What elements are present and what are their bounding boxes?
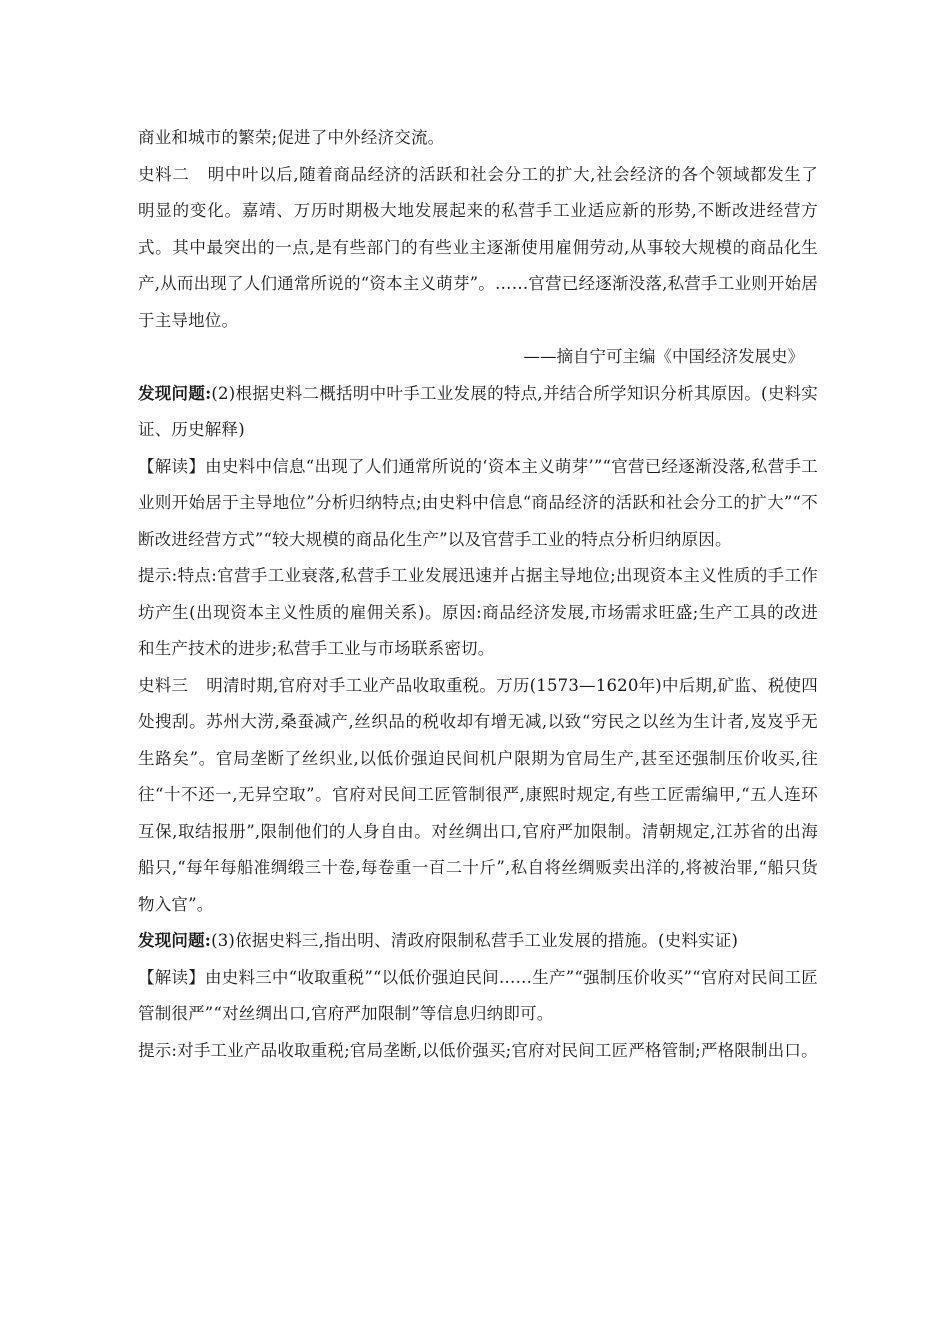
hint-3 <box>138 1033 818 1070</box>
paragraph-text: 商业和城市的繁荣;促进了中外经济交流。 <box>138 128 445 147</box>
paragraph-conclusion <box>138 120 818 157</box>
source-material-2 <box>138 157 818 340</box>
source-label: 史料二 <box>138 164 190 184</box>
hint-text: 提示:对手工业产品收取重税;官局垄断,以低价强买;官府对民间工匠严格管制;严格限制出口。 <box>138 1040 818 1060</box>
reading-2 <box>138 449 818 559</box>
hint-2 <box>138 558 818 668</box>
source-material-3 <box>138 668 818 924</box>
source-attribution <box>138 339 818 376</box>
question-label: 发现问题: <box>138 931 212 950</box>
source-label: 史料三 <box>138 675 189 695</box>
reading-3 <box>138 960 818 1033</box>
question-3 <box>138 923 818 960</box>
hint-text: 提示:特点:官营手工业衰落,私营手工业发展迅速并占据主导地位;出现资本主义性质的手工作坊产生(出现资本主义性质的雇佣关系)。原因:商品经济发展,市场需求旺盛;生产工具的改进和生产技术的进步;私营手工业与市场联系密切。 <box>138 566 818 658</box>
attribution-text: ——摘自宁可主编《中国经济发展史》 <box>523 347 804 366</box>
reading-text: 由史料三中“收取重税”“以低价强迫民间……生产”“强制压价收买”“官府对民间工匠管制很严”“对丝绸出口,官府严加限制”等信息归纳即可。 <box>138 967 818 1023</box>
question-text: (3)依据史料三,指出明、清政府限制私营手工业发展的措施。(史料实证) <box>211 931 739 950</box>
document-body <box>138 120 818 1069</box>
reading-label: 【解读】 <box>138 456 206 476</box>
question-text: (2)根据史料二概括明中叶手工业发展的特点,并结合所学知识分析其原因。(史料实证、历史解释) <box>138 383 819 439</box>
question-2 <box>138 376 818 449</box>
source-text: 明清时期,官府对手工业产品收取重税。万历(1573—1620年)中后期,矿监、税使四处搜刮。苏州大涝,桑蚕减产,丝织品的税收却有增无减,以致“穷民之以丝为生计者,岌岌乎无生路矣”。官局垄断了丝织业,以低价强迫民间机户限期为官局生产,甚至还强制压价收买,往往“十不还一,无异空取”。官府对民间工匠管制很严,康熙时规定,有些工匠需编甲,“五人连环互保,取结报册”,限制他们的人身自由。对丝绸出口,官府严加限制。清朝规定,江苏省的出海船只,“每年每船准绸缎三十卷,每卷重一百二十斤”,私自将丝绸贩卖出洋的,将被治罪,“船只货物入官”。 <box>138 675 818 914</box>
reading-label: 【解读】 <box>138 967 205 987</box>
question-label: 发现问题: <box>138 383 212 403</box>
reading-text: 由史料中信息“出现了人们通常所说的‘资本主义萌芽’”“官营已经逐渐没落,私营手工业则开始居于主导地位”分析归纳特点;由史料中信息“商品经济的活跃和社会分工的扩大”“不断改进经营方式”“较大规模的商品化生产”以及官营手工业的特点分析归纳原因。 <box>138 456 818 549</box>
source-text: 明中叶以后,随着商品经济的活跃和社会分工的扩大,社会经济的各个领域都发生了明显的变化。嘉靖、万历时期极大地发展起来的私营手工业适应新的形势,不断改进经营方式。其中最突出的一点,是有些部门的有些业主逐渐使用雇佣劳动,从事较大规模的商品化生产,从而出现了人们通常所说的“资本主义萌芽”。……官营已经逐渐没落,私营手工业则开始居于主导地位。 <box>138 164 818 330</box>
